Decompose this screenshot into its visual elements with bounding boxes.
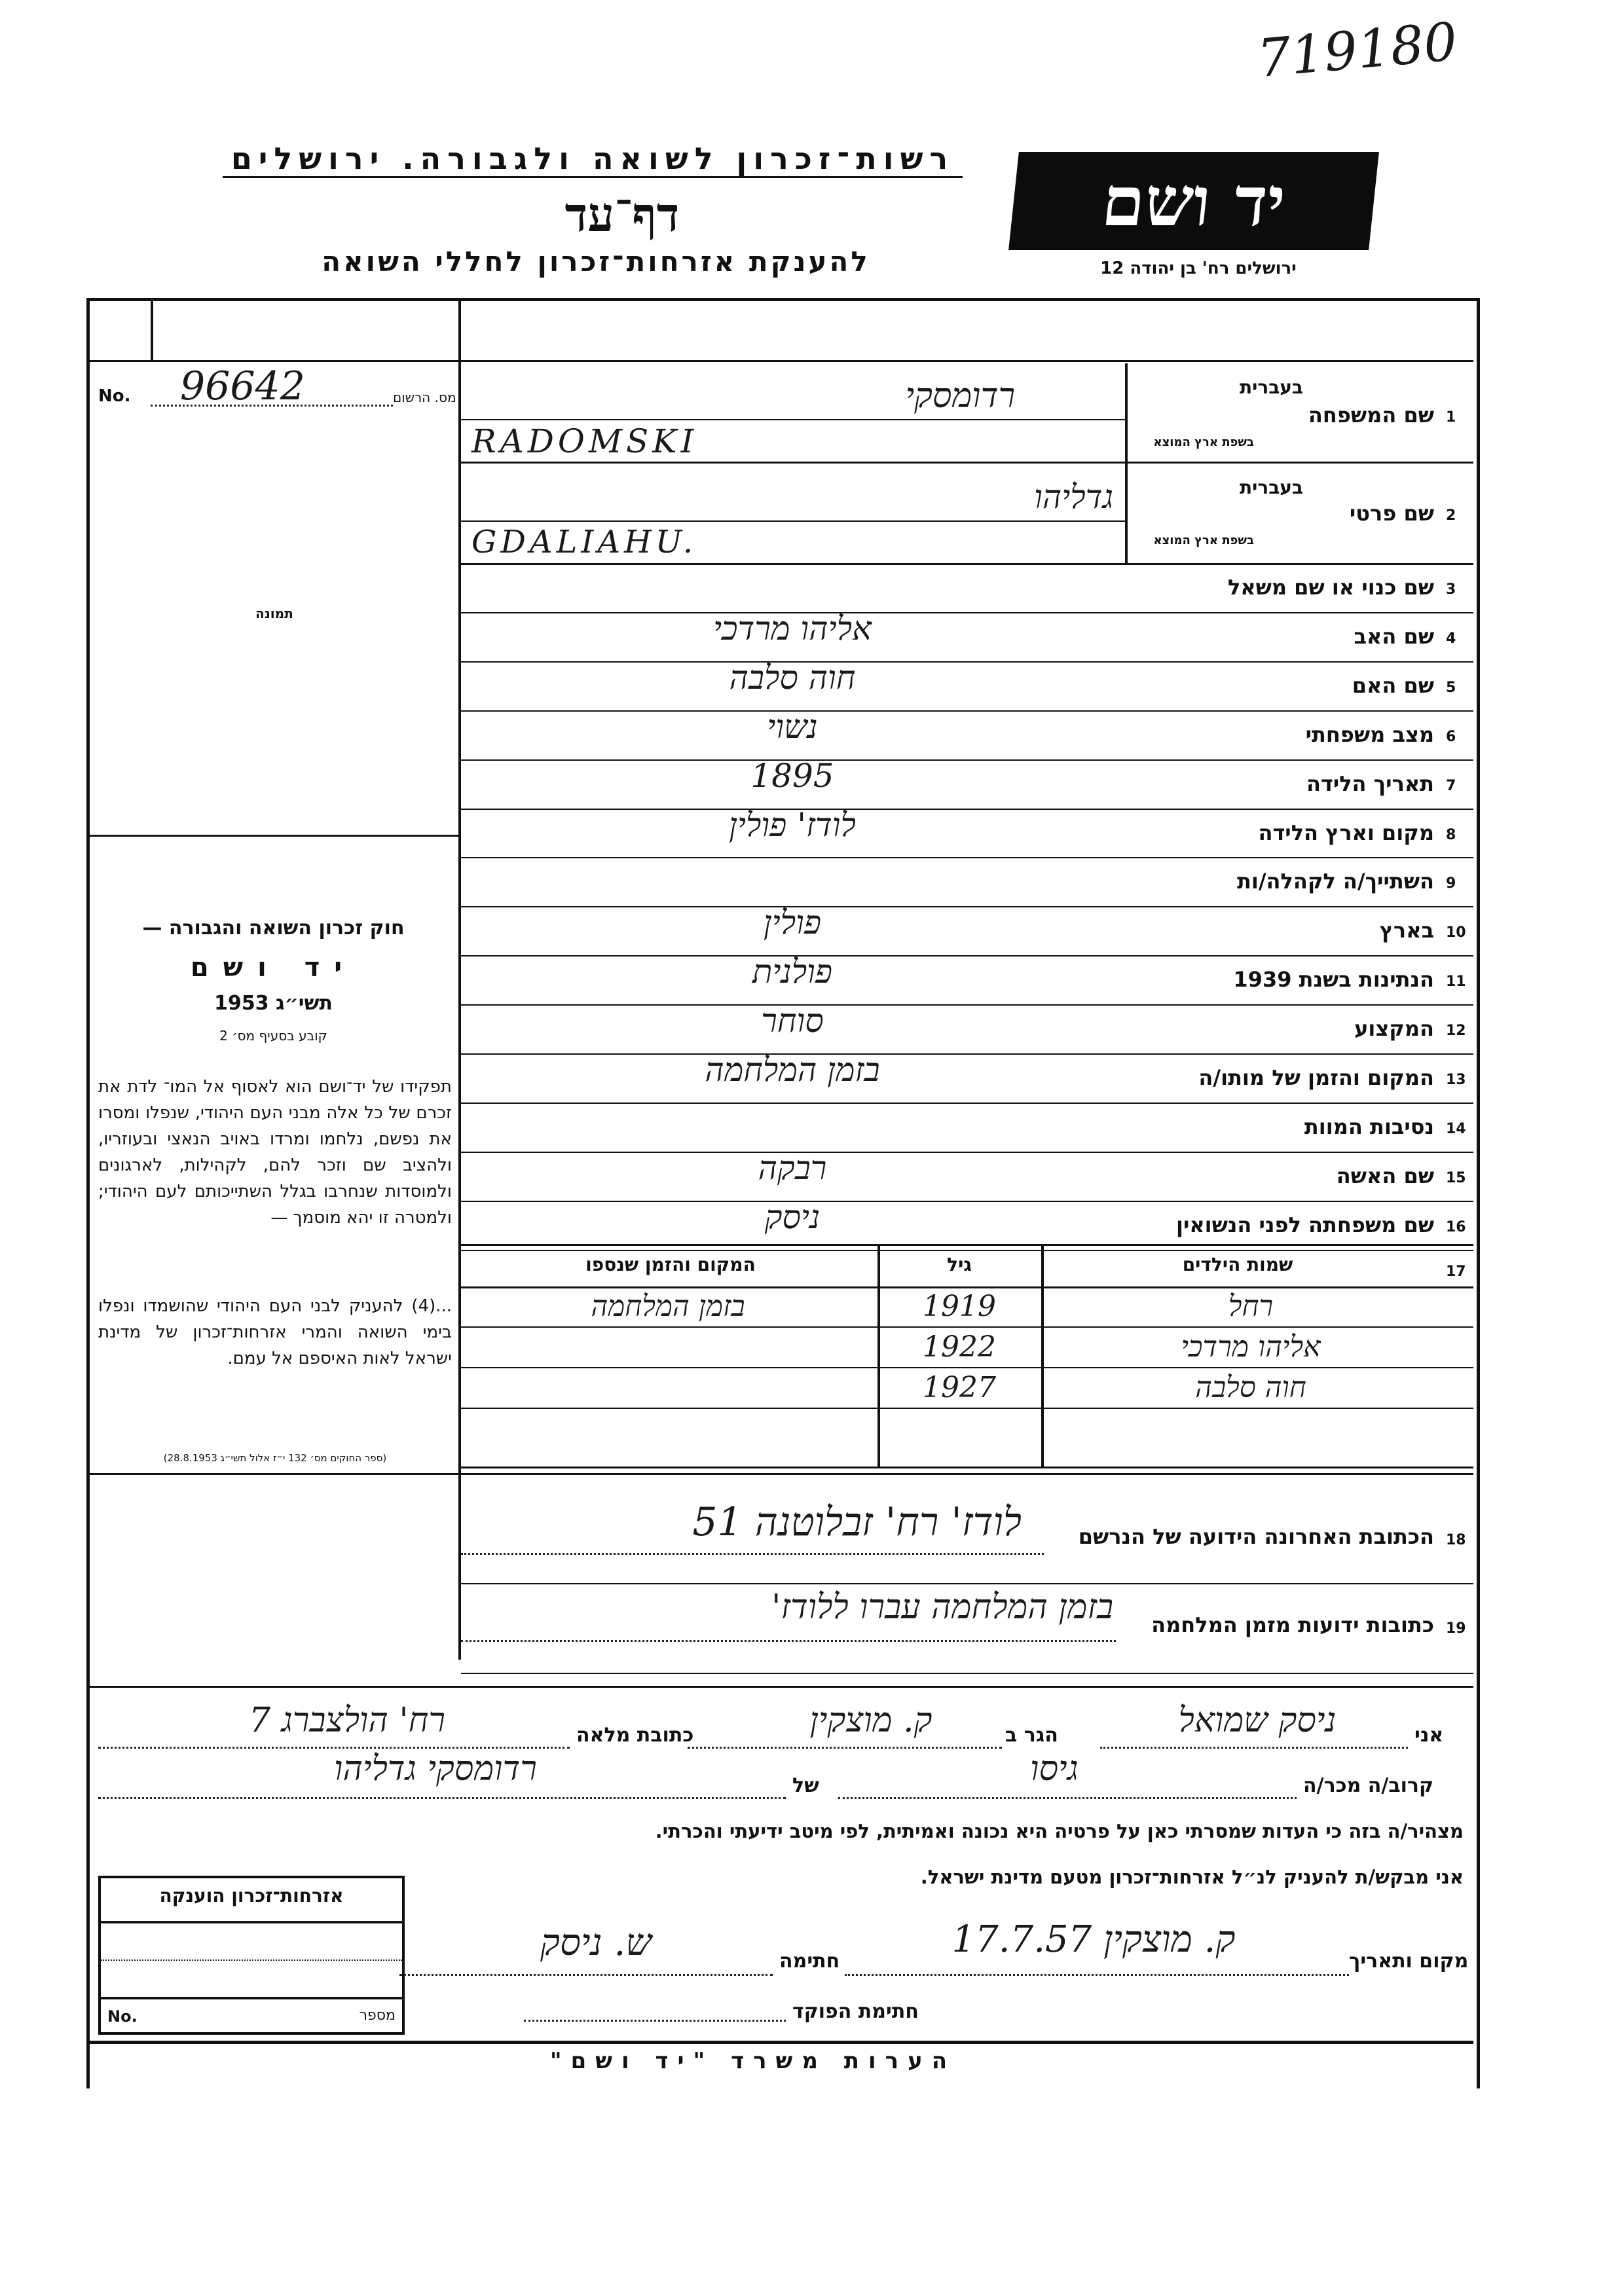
field-1-value-origin: RADOMSKI — [471, 422, 698, 460]
declarant-ani-value: ניסק שמואל — [1178, 1701, 1337, 1740]
memorial-citizenship-box — [98, 1876, 405, 2035]
declarant-resides-dots — [688, 1747, 1002, 1749]
field-number: 6 — [1446, 728, 1456, 745]
law-paragraph-2: ...(4) להעניק לבני העם היהודי שהושמדו ונפלו בימי השואה והמרי אזרחות־זכרון של מדינת ישראל לאות האיספם אל עמם. — [98, 1296, 452, 1368]
form-subtitle: להענקת אזרחות־זכרון לחללי השואה — [322, 246, 870, 278]
children-col-names: שמות הילדים — [1182, 1254, 1293, 1275]
field-label: שם משפחתה לפני הנשואין — [1175, 1212, 1434, 1237]
child-birth-year: 1927 — [923, 1371, 996, 1404]
field-18-rule — [461, 1583, 1473, 1584]
field-2-label: שם פרטי — [1349, 501, 1434, 526]
field-2-value-hebrew: גדליהו — [1034, 478, 1113, 516]
law-citation: (ספר החוקים מס׳ 132 י״ז אלול תשי״ג 28.8.1953) — [163, 1452, 387, 1464]
declarant-of-label: של — [792, 1774, 819, 1797]
field-number: 16 — [1446, 1218, 1466, 1235]
child-birth-year: 1922 — [923, 1330, 996, 1364]
signature-value: ש. ניסק — [540, 1922, 652, 1964]
row-rule — [461, 462, 1473, 464]
field-19-number: 19 — [1446, 1620, 1466, 1637]
field-label: הנתינות בשנת 1939 — [1233, 967, 1434, 993]
field-1-sub-hebrew: בעברית — [1239, 376, 1303, 398]
field-19-rule — [461, 1673, 1473, 1674]
address-section-rule — [90, 1473, 1473, 1475]
field-value: סוחר — [761, 1002, 824, 1040]
declarant-ani-label: אני — [1414, 1724, 1444, 1747]
field-value: לודז' פולין — [729, 805, 856, 844]
signature-dots — [399, 1974, 773, 1976]
field-label: מקום וארץ הלידה — [1258, 820, 1434, 845]
declarant-address-label: כתובת מלאה — [576, 1724, 694, 1747]
row-rule — [90, 360, 1473, 362]
field-19-label: כתובות ידועות מזמן המלחמה — [1151, 1613, 1434, 1637]
field-label: מצב משפחתי — [1305, 721, 1434, 747]
field-value: 1895 — [750, 756, 834, 795]
field-number: 4 — [1446, 630, 1456, 647]
registration-number: 96642 — [180, 363, 305, 409]
field-label: שם האם — [1352, 672, 1434, 698]
declarant-address-value: רח' הולצברג 7 — [249, 1701, 445, 1740]
place-date-label: מקום ותאריך — [1349, 1950, 1469, 1973]
field-value: נשוי — [767, 707, 818, 746]
child-name: אליהו מרדכי — [1181, 1330, 1321, 1364]
field-19-dots — [461, 1640, 1116, 1642]
field-value: בזמן המלחמה — [705, 1051, 880, 1089]
field-18-value: לודז' רח' זבלוטנה 51 — [692, 1499, 1022, 1545]
children-number: 17 — [1446, 1264, 1466, 1280]
field-number: 11 — [1446, 974, 1466, 991]
field-number: 3 — [1446, 581, 1456, 598]
declarant-relative-dots — [838, 1797, 1297, 1799]
certificate-number-label: מספר — [359, 2007, 396, 2024]
officer-signature-label: חתימת הפוקד — [792, 2000, 919, 2023]
child-birth-year: 1919 — [923, 1290, 996, 1323]
field-1-label: שם המשפחה — [1308, 403, 1434, 428]
field-2-hebrew-line — [461, 520, 1125, 522]
declarant-resides-label: הגר ב — [1005, 1724, 1058, 1747]
child-name: רחל — [1228, 1290, 1274, 1323]
law-paragraph-1: תפקידו של יד־ושם הוא לאסוף אל המו־ לדת את זכרם של כל אלה מבני העם היהודי, שנפלו ומסרו את נפשם, נלחמו ומרדו באויב הנאצי ובעוזריו, ולהציב שם וזכר להם, לקהילות, לארגונים ולמוסדות שנחרבו בגלל השתייכותם לעם היהודי; ולמטרה זו יהא מוסמך — — [98, 1077, 452, 1228]
request-text: אני מבקש/ת להעניק לנ״ל אזרחות־זכרון מטעם מדינת ישראל. — [920, 1866, 1464, 1888]
field-18-number: 18 — [1446, 1532, 1466, 1548]
field-label: שם האשה — [1336, 1163, 1434, 1188]
field-row-rule — [461, 857, 1473, 858]
field-row-rule — [461, 1102, 1473, 1104]
field-value: פולנית — [752, 953, 833, 991]
photo-box-bottom — [90, 835, 458, 837]
remarks-label: הערות משרד "יד ושם" — [549, 2048, 957, 2074]
field-1-value-hebrew: רדומסקי — [905, 376, 1015, 416]
children-age-divider-left — [877, 1244, 880, 1467]
children-row-rule — [461, 1326, 1473, 1328]
logo-address: ירושלים רח' בן יהודה 12 — [1100, 259, 1297, 278]
field-number: 10 — [1446, 924, 1466, 941]
law-name: יד ושם — [190, 953, 357, 983]
field-value: פולין — [763, 903, 822, 942]
field-value: אליהו מרדכי — [712, 609, 872, 647]
declaration-text: מצהיר/ה בזה כי העדות שמסרתי כאן על פרטיה היא נכונה ואמיתית, לפי מיטב ידיעתי והכרתי. — [655, 1820, 1464, 1842]
signature-label: חתימה — [779, 1950, 840, 1973]
children-row-rule — [461, 1367, 1473, 1368]
yad-vashem-logo: יד ושם — [1008, 152, 1379, 250]
left-column-divider — [458, 301, 461, 1660]
field-label: המקצוע — [1354, 1016, 1434, 1042]
field-1-hebrew-line — [461, 419, 1125, 420]
field-row-rule — [461, 1250, 1473, 1251]
certificate-no-label: No. — [107, 2007, 138, 2026]
children-col-age: גיל — [947, 1254, 972, 1275]
registration-dots — [151, 405, 393, 407]
declarant-address-dots — [98, 1747, 570, 1749]
row-rule — [461, 563, 1473, 565]
field-label: נסיבות המוות — [1304, 1114, 1434, 1139]
children-age-divider-right — [1041, 1244, 1044, 1467]
field-number: 8 — [1446, 826, 1456, 843]
field-label: תאריך הלידה — [1306, 771, 1434, 796]
field-number: 15 — [1446, 1169, 1466, 1186]
field-number: 5 — [1446, 679, 1456, 696]
field-value: ניסק — [764, 1197, 821, 1236]
form-title: דף־עד — [564, 187, 680, 242]
declarant-section-rule — [90, 1686, 1473, 1688]
children-header-rule — [461, 1286, 1473, 1288]
children-bottom-rule — [461, 1467, 1473, 1468]
officer-signature-dots — [524, 2020, 786, 2022]
place-date-value: ק. מוצקין 17.7.57 — [951, 1918, 1236, 1961]
field-2-sub-hebrew: בעברית — [1239, 477, 1303, 498]
photo-label: תמונה — [255, 606, 293, 621]
field-number: 12 — [1446, 1023, 1466, 1040]
law-year: תשי״ג 1953 — [214, 992, 333, 1015]
declarant-of-value: רדומסקי גדליהו — [334, 1749, 537, 1789]
field-2-sub-origin: בשפת ארץ המוצא — [1153, 534, 1254, 547]
field-number: 7 — [1446, 777, 1456, 794]
children-col-place: המקום והזמן שנספו — [585, 1254, 756, 1275]
field-1-number: 1 — [1446, 409, 1456, 426]
declarant-resides-value: ק. מוצקין — [809, 1701, 932, 1740]
child-name: חוה סלבה — [1195, 1371, 1306, 1404]
authority-line: רשות־זכרון לשואה ולגבורה. ירושלים — [223, 141, 963, 178]
field-1-sub-origin: בשפת ארץ המוצא — [1153, 435, 1254, 449]
child-place-of-death: בזמן המלחמה — [591, 1290, 745, 1323]
place-date-dots — [845, 1974, 1349, 1976]
handwritten-reference-number: 719180 — [1255, 10, 1460, 90]
field-number: 13 — [1446, 1072, 1466, 1088]
field-label: השתייך/ה לקהלה/ות — [1236, 869, 1434, 894]
field-value: חוה סלבה — [729, 658, 856, 697]
field-18-dots — [461, 1553, 1044, 1555]
blank-cell-divider — [151, 301, 153, 360]
field-label: המקום והזמן של מותו/ה — [1198, 1065, 1434, 1090]
field-label: שם כנוי או שם משאל — [1227, 575, 1434, 600]
declarant-relative-label: קרוב/ה מכר/ה — [1303, 1774, 1434, 1797]
registration-no-label: No. — [98, 386, 131, 406]
certificate-title: אזרחות־זכרון הוענקה — [101, 1878, 402, 1923]
law-clause: קובע בסעיף מס׳ 2 — [219, 1028, 327, 1044]
field-number: 9 — [1446, 875, 1456, 892]
law-title: חוק זכרון השואה והגבורה — — [142, 917, 405, 939]
field-value: רבקה — [758, 1148, 827, 1187]
field-19-value: בזמן המלחמה עברו ללודז' — [771, 1588, 1113, 1627]
field-number: 14 — [1446, 1120, 1466, 1137]
field-label: בארץ — [1379, 918, 1434, 943]
remarks-rule — [90, 2041, 1473, 2044]
field-label: שם האב — [1354, 623, 1434, 649]
field-2-value-origin: GDALIAHU. — [471, 524, 697, 560]
children-row-rule — [461, 1408, 1473, 1409]
field-2-number: 2 — [1446, 507, 1456, 524]
declarant-of-dots — [98, 1797, 786, 1799]
field-18-label: הכתובת האחרונה הידועה של הנרשם — [1078, 1524, 1434, 1549]
declarant-ani-dots — [1100, 1747, 1408, 1749]
children-top-rule — [461, 1244, 1473, 1246]
registration-label: מס. הרשום — [393, 390, 456, 405]
declarant-relative-value: גיסו — [1030, 1749, 1079, 1789]
